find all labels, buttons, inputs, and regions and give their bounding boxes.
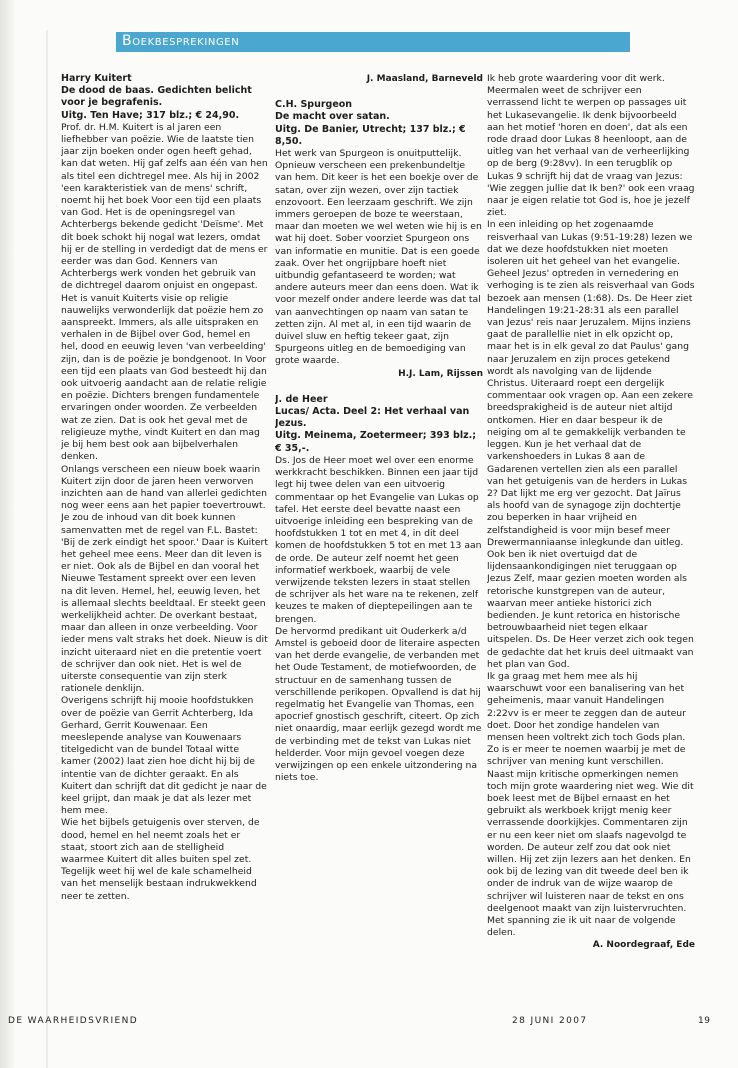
review3-signature: A. Noordegraaf, Ede — [592, 940, 695, 951]
column-3 — [487, 73, 695, 1003]
column-1 — [61, 73, 269, 1023]
footer-magazine: DE WAARHEIDSVRIEND — [8, 1016, 139, 1026]
footer-page-number: 19 — [698, 1016, 711, 1026]
column-2 — [275, 73, 483, 1003]
review3-publisher: Uitg. Meinema, Zoetermeer; 393 blz.; € 35,-. — [275, 430, 477, 454]
review3-author: J. de Heer — [275, 393, 328, 405]
review2-publisher: Uitg. De Banier, Utrecht; 137 blz.; € 8,50. — [275, 123, 466, 147]
review1-paragraph: Wie het bijbels getuigenis over sterven, de dood, hemel en hel neemt zoals het er staat, stoort zich aan de stelligheid waarmee Kuitert dit alles buiten spel zet. Tegelijk weet hij wel de kale schamelheid van het menselijk bestaan indrukwekkend neer te zetten. — [61, 817, 260, 902]
review1-paragraph: Overigens schrijft hij mooie hoofdstukken over de poëzie van Gerrit Achterberg, Ida Gerhard, Gerrit Kouwenaar. Een meeslepende analyse van Kouwenaars titelgedicht van de bundel Totaal witte kamer (2002) laat zien hoe dicht hij bij de intentie van de dichter geraakt. En als Kuitert dan schrijft dat dit gedicht je naar de keel grijpt, dan maak je dat als lezer met hem mee. — [61, 695, 267, 817]
review1-paragraph: Prof. dr. H.M. Kuitert is al jaren een liefhebber van poëzie. Wie de laatste tien jaar zijn boeken onder ogen heeft gehad, kan dat weten. Hij gaf zelfs aan één van hen als titel een dichtregel mee. Als hij in 2002 'een karakteristiek van de mens' schrift, noemt hij het boek Voor een tijd een plaats van God. Het is de openingsregel van Achterbergs bekende gedicht 'Deïsme'. Met dit boek schokt hij nogal wat lezers, omdat hij er de stelling in verdedigt dat de mens er eerder was dan God. Kenners van Achterbergs werk vonden het gebruik van de dichtregel daarom onjuist en ongepast. — [61, 121, 268, 292]
review3-paragraph: Ds. Jos de Heer moet wel over een enorme werkkracht beschikken. Binnen een jaar tijd legt hij twee delen van een uitvoerig commentaar op het Evangelie van Lukas op tafel. Het eerste deel bevatte naast een uitvoerige inleiding een bespreking van de hoofdstukken 1 tot en met 4, in dit deel komen de hoofdstukken 5 tot en met 13 aan de orde. De auteur zelf noemt het geen informatief werkboek, waarbij de vele verwijzende teksten lezers in staat stellen de schrijver als het ware na te rekenen, zelf keuzes te maken of dieptepeilingen aan te brengen. — [275, 454, 482, 625]
section-banner — [116, 32, 630, 52]
review3-title: Lucas/ Acta. Deel 2: Het verhaal van Jezus. — [275, 406, 470, 430]
footer-date: 28 JUNI 2007 — [512, 1016, 588, 1026]
review3-paragraph: Ik ga graag met hem mee als hij waarschuwt voor een banalisering van het geheimenis, maar vanuit Handelingen 2:22vv is er meer te zeggen dan de auteur doet. Door het zondige handelen van mensen heen voltrekt zich toch Gods plan. Zo is er meer te noemen waarbij je met de schrijver van mening kunt verschillen. — [487, 670, 686, 768]
page-fold-line — [46, 30, 48, 1068]
review1-paragraph: Het is vanuit Kuiterts visie op religie nauwelijks verwonderlijk dat poëzie hem zo aanspreekt. Immers, als alle uitspraken en verhalen in de Bijbel over God, hemel en hel, dood en eeuwig leven 'van verbeelding' zijn, dan is de poëzie je bondgenoot. In Voor een tijd een plaats van God besteedt hij dan ook uitvoerig aandacht aan de relatie religie en poëzie. Dichters brengen fundamentele ervaringen onder woorden. Ze verbeelden wat ze zien. Dat is ook het geval met de religieuze mythe, vindt Kuitert en dan mag je bij hem best ook aan bijbelverhalen denken. — [61, 292, 267, 463]
review2-author: C.H. Spurgeon — [275, 99, 353, 111]
review1-paragraph: Onlangs verscheen een nieuw boek waarin Kuitert zijn door de jaren heen verworven inzichten aan de hand van allerlei gedichten nog weer eens aan het papier toevertrouwt. Je zou de inhoud van dit boek kunnen samenvatten met de regel van F.L. Bastet: 'Bij de zerk eindigt het spoor.' Daar is Kuitert het geheel mee eens. Meer dan dit leven is er niet. Ook als de Bijbel en dan vooral het Nieuwe Testament spreekt over een leven na dit leven. Hemel, hel, eeuwig leven, het is allemaal slechts beeldtaal. Er steekt geen werkelijkheid achter. De overkant bestaat, maar dan alleen in onze verbeelding. Voor ieder mens valt straks het doek. Nieuw is dit inzicht uiteraard niet en die pretentie voert de schrijver dan ook niet. Het is wel de uiterste consequentie van zijn sterk rationele denklijn. — [61, 463, 268, 695]
review2-title: De macht over satan. — [275, 111, 390, 123]
review2-paragraph: Het werk van Spurgeon is onuitputtelijk. Opnieuw verscheen een prekenbundeltje van hem. Dit keer is het een boekje over de satan, over zijn wezen, over zijn tactiek enzovoort. Een leerzaam geschrift. We zijn immers geroepen de boze te weerstaan, maar dan moeten we wel weten wie hij is en wat hij doet. Sober voorziet Spurgeon ons van informatie en munitie. Dat is een goede zaak. Over het ongrijpbare hoeft niet uitbundig gefantaseerd te worden; wat andere auteurs meer dan eens doen. Wat ik voor mezelf onder andere leerde was dat tal van aanvechtingen op naam van satan te zetten zijn. Al met al, in een tijd waarin de duivel sluw en heftig tekeer gaat, zijn Spurgeons uitleg en de bemoediging van grote waarde. — [275, 148, 482, 367]
review3-paragraph: De hervormd predikant uit Ouderkerk a/d Amstel is geboeid door de literaire aspecten van het derde evangelie, de verbanden met het Oude Testament, de motiefwoorden, de structuur en de samenhang tussen de verschillende perikopen. Opvallend is dat hij regelmatig het Evangelie van Thomas, een apocrief gnostisch geschrift, citeert. Op zich niet onaardig, maar eerlijk gezegd wordt me de verbinding met de tekst van Lukas niet helderder. Voor mijn gevoel voegen deze verwijzingen op een enkele uitzondering na niets toe. — [275, 625, 482, 784]
page-spine-shadow — [0, 0, 14, 1068]
review3-paragraph: Ik heb grote waardering voor dit werk. Meermalen weet de schrijver een verrassend licht te werpen op passages uit het Lukasevangelie. Ik denk bijvoorbeeld aan het motief 'horen en doen', dat als een rode draad door Lukas 8 heenloopt, aan de uitleg van het verhaal van de verheerlijking op de berg (9:28vv). In een terugblik op Lukas 9 schrijft hij dat de vraag van Jezus: 'Wie zeggen jullie dat Ik ben?' ook een vraag naar je eigen relatie tot God is, hoe je jezelf ziet. — [487, 73, 695, 219]
review1-title: De dood de baas. Gedichten belicht voor je begrafenis. — [61, 85, 252, 109]
review3-paragraph: In een inleiding op het zogenaamde reisverhaal van Lukas (9:51-19:28) lezen we dat we deze hoofdstukken niet moeten isoleren uit het geheel van het evangelie. Geheel Jezus' optreden in vernedering en verhoging is te zien als reisverhaal van Gods bezoek aan mensen (1:68). Ds. De Heer ziet Handelingen 19:21-28:31 als een parallel van Jezus' reis naar Jeruzalem. Mijns inziens gaat de parallellie niet in elk opzicht op, maar het is in elk geval zo dat Paulus' gang naar Jeruzalem en zijn proces getekend wordt als navolging van de lijdende Christus. Uiteraard roept een dergelijk commentaar ook vragen op. Aan een zekere breedsprakigheid is de auteur niet altijd ontkomen. Hier en daar bespeur ik de neiging om al te gemakkelijk verbanden te leggen. Kun je het verhaal dat de varkenshoeders in Lukas 8 aan de Gadarenen vertellen zien als een parallel van het getuigenis van de herders in Lukas 2? Dat lijkt me erg ver gezocht. Dat Jaïrus als hoofd van de synagoge zijn dochtertje zou beperken in haar vrijheid en zelfstandigheid is voor mijn besef meer Drewermanniaanse inlegkunde dan uitleg. Ook ben ik niet overtuigd dat de lijdensaankondigingen niet teruggaan op Jezus Zelf, maar gezien moeten worden als retorische kunstgrepen van de auteur, waarvan meer antieke historici zich bedienden. Je kunt retorica en historische betrouwbaarheid niet tegen elkaar uitspelen. Ds. De Heer verzet zich ook tegen de gedachte dat het kruis deel uitmaakt van het plan van God. — [487, 219, 695, 670]
review2-signature: H.J. Lam, Rijssen — [398, 368, 483, 379]
review1-publisher: Uitg. Ten Have; 317 blz.; € 24,90. — [61, 109, 240, 121]
review1-author: Harry Kuitert — [61, 73, 132, 84]
review3-paragraph: Naast mijn kritische opmerkingen nemen toch mijn grote waardering niet weg. Wie dit boek leest met de Bijbel ernaast en het gebruikt als werkboek krijgt menig keer verrassende doorkijkjes. Commentaren zijn er nu een keer niet om slaafs nagevolgd te worden. De auteur zelf zou dat ook niet willen. Hij zet zijn lezers aan het denken. En ook bij de lezing van dit tweede deel ben ik onder de indruk van de wijze waarop de schrijver wil luisteren naar de tekst en ons deelgenoot maakt van zijn luistervruchten. Met spanning zie ik uit naar de volgende delen. — [487, 768, 694, 939]
section-title: Boekbesprekingen — [122, 33, 240, 49]
review1-signature: J. Maasland, Barneveld — [366, 74, 483, 84]
